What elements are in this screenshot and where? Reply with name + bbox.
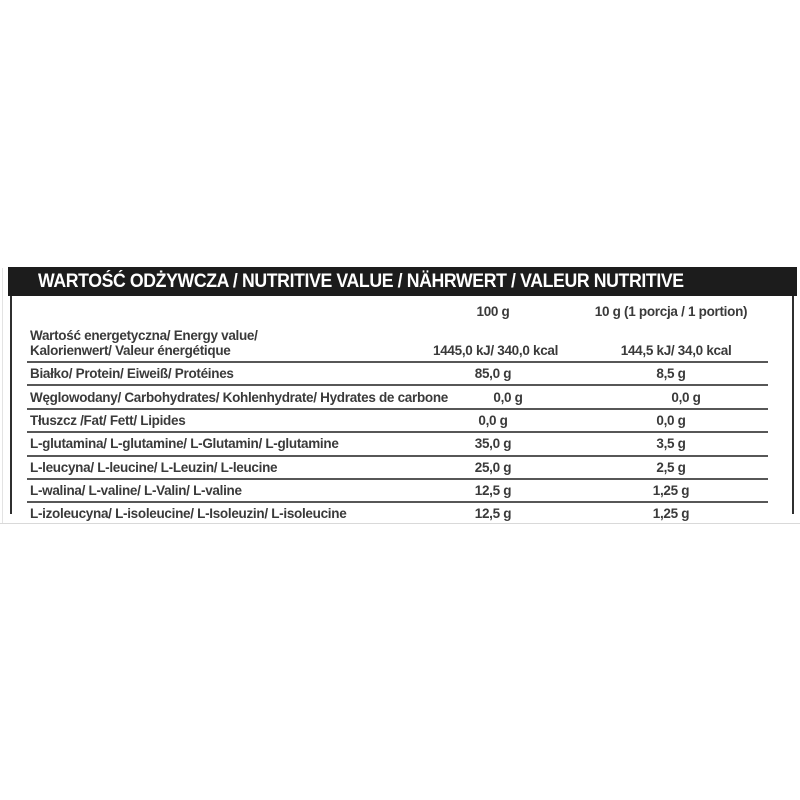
column-header-100g: 100 g: [476, 303, 510, 319]
row-value-portion: 144,5 kJ/ 34,0 kcal: [620, 343, 732, 358]
row-value-100g: 0,0 g: [478, 412, 508, 428]
row-label: Białko/ Protein/ Eiweiß/ Protéines: [30, 366, 234, 382]
photo-edge-left: [2, 268, 3, 523]
row-value-100g: 0,0 g: [493, 389, 523, 405]
table-row: [10, 502, 793, 524]
row-value-100g: 35,0 g: [474, 436, 512, 452]
row-value-100g: 25,0 g: [474, 459, 512, 475]
table-row: [10, 409, 793, 432]
column-header-portion: 10 g (1 porcja / 1 portion): [594, 303, 748, 319]
row-label: Węglowodany/ Carbohydrates/ Kohlenhydrate/ Hydrates de carbone: [30, 389, 448, 405]
row-value-portion: 3,5 g: [656, 436, 686, 452]
table-title: WARTOŚĆ ODŻYWCZA / NUTRITIVE VALUE / NÄHRWERT / VALEUR NUTRITIVE: [38, 270, 684, 292]
row-value-portion: 0,0 g: [656, 412, 686, 428]
row-value-100g: 12,5 g: [474, 505, 512, 521]
row-value-100g: 1445,0 kJ/ 340,0 kcal: [433, 343, 559, 358]
row-label: L-walina/ L-valine/ L-Valin/ L-valine: [30, 483, 242, 499]
table-row: [10, 326, 793, 362]
row-value-100g: 85,0 g: [474, 366, 512, 382]
row-value-portion: 1,25 g: [652, 505, 690, 521]
row-value-100g: 12,5 g: [474, 483, 512, 499]
table-header-bar: [8, 267, 797, 296]
row-label: L-izoleucyna/ L-isoleucine/ L-Isoleuzin/ L-isoleucine: [30, 505, 347, 521]
row-label: Tłuszcz /Fat/ Fett/ Lipides: [30, 412, 186, 428]
table-row: [10, 479, 793, 502]
table-row: [10, 362, 793, 385]
row-label: L-leucyna/ L-leucine/ L-Leuzin/ L-leucine: [30, 459, 278, 475]
row-value-portion: 0,0 g: [671, 389, 701, 405]
table-row: [10, 456, 793, 479]
table-row: [10, 385, 793, 408]
table-row: [10, 432, 793, 455]
table-body: [10, 296, 793, 524]
row-value-portion: 8,5 g: [656, 366, 686, 382]
table-rows: [10, 326, 793, 524]
row-value-portion: 1,25 g: [652, 483, 690, 499]
row-value-portion: 2,5 g: [656, 459, 686, 475]
row-label: L-glutamina/ L-glutamine/ L-Glutamin/ L-glutamine: [30, 436, 339, 452]
nutrition-table: [8, 267, 797, 521]
row-label: Wartość energetyczna/ Energy value/ Kalorienwert/ Valeur énergétique: [30, 328, 258, 358]
column-header-row: [10, 296, 793, 326]
